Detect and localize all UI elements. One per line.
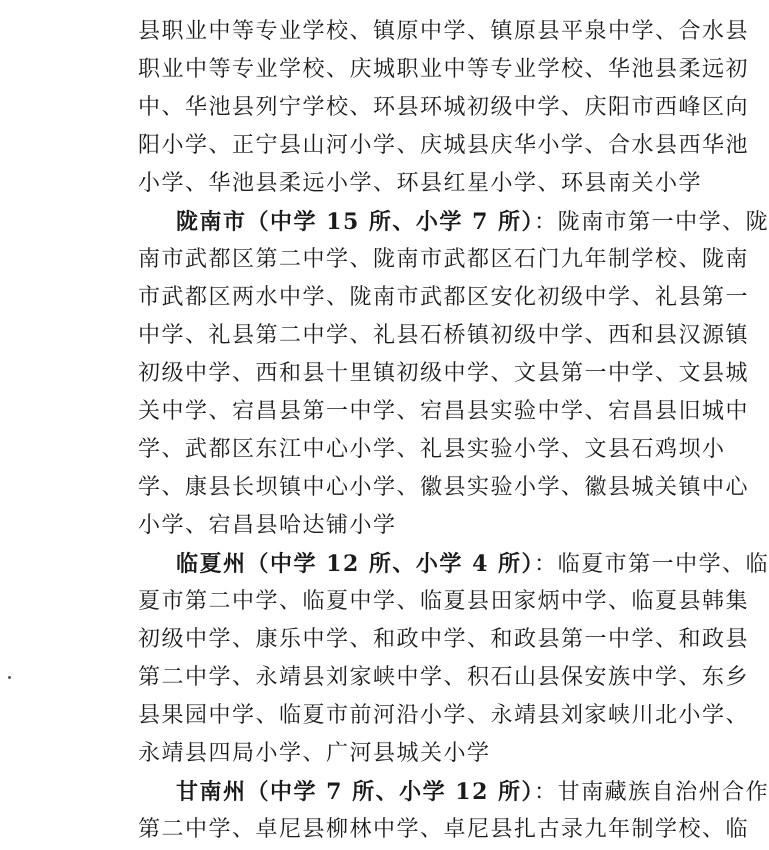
text-line: 县果园中学、临夏市前河沿小学、永靖县刘家峡川北小学、 <box>138 703 750 728</box>
section-heading: 甘南州（中学 7 所、小学 12 所） <box>176 779 535 805</box>
text-line: 阳小学、正宁县山河小学、庆城县庆华小学、合水县西华池 <box>138 133 750 158</box>
text-line: 小学、华池县柔远小学、环县红星小学、环县南关小学 <box>138 171 703 196</box>
section-heading-line: 临夏州（中学 12 所、小学 4 所）：临夏市第一中学、临 <box>176 551 769 577</box>
text-line: 小学、宕昌县哈达铺小学 <box>138 513 397 538</box>
text-line: 市武都区两水中学、陇南市武都区安化初级中学、礼县第一 <box>138 285 750 310</box>
text-line: 第二中学、卓尼县柳林中学、卓尼县扎古录九年制学校、临 <box>138 817 750 842</box>
text-line: 南市武都区第二中学、陇南市武都区石门九年制学校、陇南 <box>138 247 750 272</box>
text-line: 职业中等专业学校、庆城职业中等专业学校、华池县柔远初 <box>138 57 750 82</box>
text-line: 中学、礼县第二中学、礼县石桥镇初级中学、西和县汉源镇 <box>138 323 750 348</box>
text-line: 关中学、宕昌县第一中学、宕昌县实验中学、宕昌县旧城中 <box>138 399 750 424</box>
text-line: 夏市第二中学、临夏中学、临夏县田家炳中学、临夏县韩集 <box>138 589 750 614</box>
text-line: 初级中学、康乐中学、和政中学、和政县第一中学、和政县 <box>138 627 750 652</box>
text-line: 中、华池县列宁学校、环县环城初级中学、庆阳市西峰区向 <box>138 95 750 120</box>
section-heading-line: 甘南州（中学 7 所、小学 12 所）：甘南藏族自治州合作 <box>176 779 769 805</box>
section-heading: 临夏州（中学 12 所、小学 4 所） <box>176 551 535 577</box>
text-line: 初级中学、西和县十里镇初级中学、文县第一中学、文县城 <box>138 361 750 386</box>
text-line: 县职业中等专业学校、镇原中学、镇原县平泉中学、合水县 <box>138 19 750 44</box>
text-line: 学、武都区东江中心小学、礼县实验小学、文县石鸡坝小 <box>138 437 726 462</box>
section-heading-line: 陇南市（中学 15 所、小学 7 所）：陇南市第一中学、陇 <box>176 209 769 235</box>
text-line: 第二中学、永靖县刘家峡中学、积石山县保安族中学、东乡 <box>138 665 750 690</box>
margin-dot <box>8 676 11 679</box>
text-line: 永靖县四局小学、广河县城关小学 <box>138 741 491 766</box>
section-heading: 陇南市（中学 15 所、小学 7 所） <box>176 209 535 235</box>
text-line: 学、康县长坝镇中心小学、徽县实验小学、徽县城关镇中心 <box>138 475 750 500</box>
